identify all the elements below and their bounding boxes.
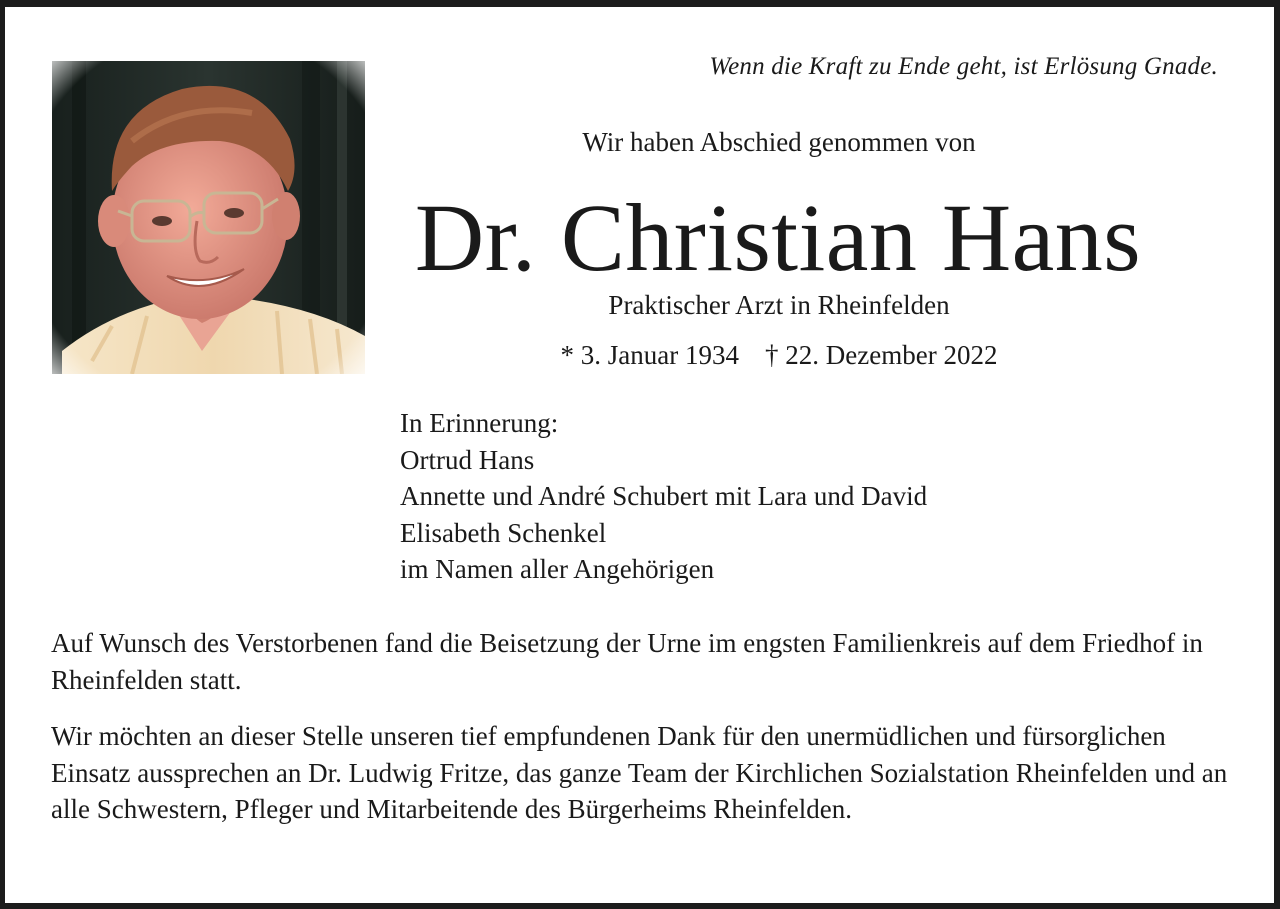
thanks-paragraph: Wir möchten an dieser Stelle unseren tief empfundenen Dank für den unermüdlichen und fürsorglichen Einsatz aussprechen an Dr. Ludwig Fritze, das ganze Team der Kirchlichen Sozialstation Rheinfelden und an alle Schwestern, Pfleger und Mitarbeitende des Bürgerheims Rheinfelden. xyxy=(51,721,1228,824)
profession-text: Praktischer Arzt in Rheinfelden xyxy=(608,290,950,320)
mourners-list xyxy=(400,405,927,588)
mourners-heading: In Erinnerung: xyxy=(400,408,559,438)
burial-paragraph: Auf Wunsch des Verstorbenen fand die Beisetzung der Urne im engsten Familienkreis auf dem Friedhof in Rheinfelden statt. xyxy=(51,628,1203,695)
intro-text: Wir haben Abschied genommen von xyxy=(582,127,976,157)
mourner-line: Elisabeth Schenkel xyxy=(400,517,607,548)
death-date: † 22. Dezember 2022 xyxy=(765,340,998,370)
life-dates xyxy=(395,340,1163,371)
portrait-photo xyxy=(52,61,365,374)
mourner-line: Annette und André Schubert mit Lara und David xyxy=(400,481,928,511)
motto-quote: Wenn die Kraft zu Ende geht, ist Erlösung Gnade. xyxy=(709,53,1218,80)
birth-date: * 3. Januar 1934 xyxy=(560,340,740,370)
deceased-name: Dr. Christian Hans xyxy=(414,184,1142,291)
mourner-line: im Namen aller Angehörigen xyxy=(400,554,715,584)
mourner-line: Ortrud Hans xyxy=(400,444,535,475)
